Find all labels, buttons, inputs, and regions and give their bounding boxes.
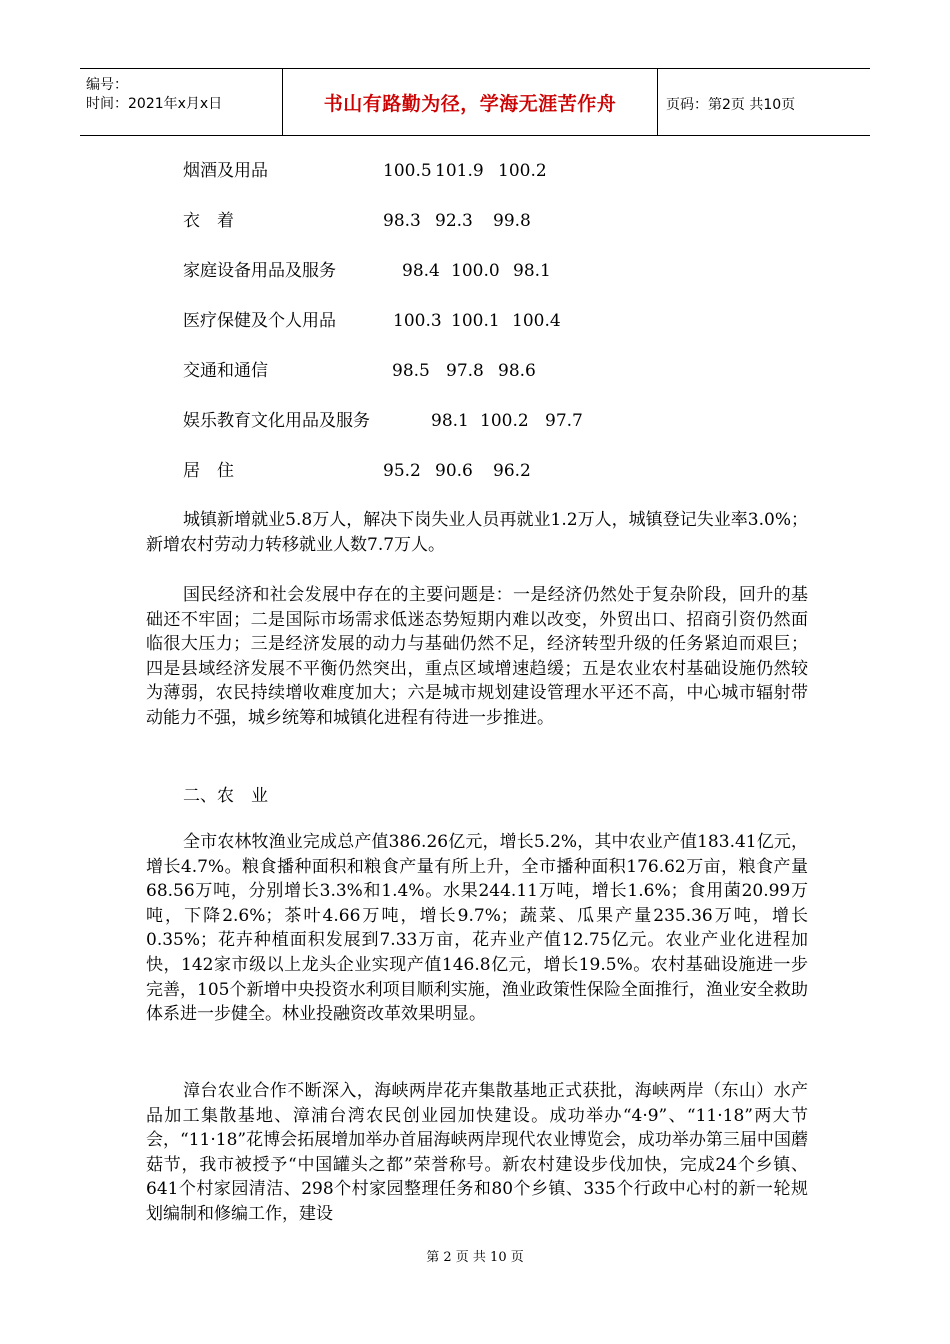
table-row — [183, 411, 583, 431]
header-page-info: 页码：第2页 共10页 — [666, 97, 796, 113]
row-value-3: 97.7 — [545, 411, 583, 431]
row-label: 衣 着 — [183, 211, 234, 231]
row-value-3: 100.4 — [512, 311, 561, 331]
row-label: 娱乐教育文化用品及服务 — [183, 411, 370, 431]
row-value-2: 101.9 — [435, 161, 484, 181]
row-value-3: 98.6 — [498, 361, 536, 381]
row-value-2: 100.1 — [451, 311, 500, 331]
row-value-1: 98.5 — [392, 361, 430, 381]
agriculture-paragraph: 全市农林牧渔业完成总产值386.26亿元，增长5.2%，其中农业产值183.41亿元，增长4.7%。粮食播种面积和粮食产量有所上升，全市播种面积176.62万亩，粮食产量68.56万吨，分别增长3.3%和1.4%。水果244.11万吨，增长1.6%；食用菌20.99万吨，下降2.6%；茶叶4.66万吨，增长9.7%；蔬菜、瓜果产量235.36万吨，增长0.35%；花卉种植面积发展到7.33万亩，花卉业产值12.75亿元。农业产业化进程加快，142家市级以上龙头企业实现产值146.8亿元，增长19.5%。农村基础设施进一步完善，105个新增中央投资水利项目顺利实施，渔业政策性保险全面推行，渔业安全救助体系进一步健全。林业投融资改革效果明显。 — [146, 832, 808, 1025]
row-value-1: 98.4 — [402, 261, 440, 281]
employment-paragraph: 城镇新增就业5.8万人，解决下岗失业人员再就业1.2万人，城镇登记失业率3.0%；新增农村劳动力转移就业人数7.7万人。 — [146, 510, 808, 555]
table-row — [183, 211, 531, 231]
row-value-3: 96.2 — [493, 461, 531, 481]
header-center-cell — [282, 69, 658, 135]
row-value-2: 90.6 — [435, 461, 473, 481]
row-label: 家庭设备用品及服务 — [183, 261, 336, 281]
row-value-2: 100.2 — [480, 411, 529, 431]
header-right-cell — [658, 69, 870, 135]
row-label: 医疗保健及个人用品 — [183, 311, 336, 331]
row-label: 居 住 — [183, 461, 234, 481]
table-row — [183, 461, 531, 481]
row-value-1: 100.5 — [383, 161, 432, 181]
section-title-agriculture: 二、农 业 — [183, 786, 268, 806]
row-value-2: 92.3 — [435, 211, 473, 231]
cooperation-paragraph: 漳台农业合作不断深入，海峡两岸花卉集散基地正式获批，海峡两岸（东山）水产品加工集散基地、漳浦台湾农民创业园加快建设。成功举办“4·9”、“11·18”两大节会，“11·18”花博会拓展增加举办首届海峡两岸现代农业博览会，成功举办第三届中国蘑菇节，我市被授予“中国罐头之都”荣誉称号。新农村建设步伐加快，完成24个乡镇、641个村家园清洁、298个村家园整理任务和80个乡镇、335个行政中心村的新一轮规划编制和修编工作，建设 — [146, 1081, 808, 1224]
table-row — [183, 161, 547, 181]
row-value-1: 100.3 — [393, 311, 442, 331]
row-value-1: 98.3 — [383, 211, 421, 231]
header-motto: 书山有路勤为径，学海无涯苦作舟 — [323, 92, 617, 115]
row-value-1: 95.2 — [383, 461, 421, 481]
row-value-2: 97.8 — [446, 361, 484, 381]
page-header — [80, 68, 870, 136]
document-number-label: 编号： — [86, 77, 128, 93]
problems-paragraph: 国民经济和社会发展中存在的主要问题是：一是经济仍然处于复杂阶段，回升的基础还不牢固；二是国际市场需求低迷态势短期内难以改变，外贸出口、招商引资仍然面临很大压力；三是经济发展的动力与基础仍然不足，经济转型升级的任务紧迫而艰巨；四是县域经济发展不平衡仍然突出，重点区域增速趋缓；五是农业农村基础设施仍然较为薄弱，农民持续增收难度加大；六是城市规划建设管理水平还不高，中心城市辐射带动能力不强，城乡统筹和城镇化进程有待进一步推进。 — [146, 585, 808, 728]
table-row — [183, 261, 551, 281]
row-label: 烟酒及用品 — [183, 161, 268, 181]
header-left-cell — [80, 69, 282, 135]
document-date-label: 时间：2021年x月x日 — [86, 96, 223, 112]
table-row — [183, 361, 536, 381]
row-value-2: 100.0 — [451, 261, 500, 281]
table-row — [183, 311, 561, 331]
row-value-3: 99.8 — [493, 211, 531, 231]
row-value-1: 98.1 — [431, 411, 469, 431]
row-label: 交通和通信 — [183, 361, 268, 381]
row-value-3: 98.1 — [513, 261, 551, 281]
row-value-3: 100.2 — [498, 161, 547, 181]
page-footer: 第 2 页 共 10 页 — [426, 1250, 524, 1265]
